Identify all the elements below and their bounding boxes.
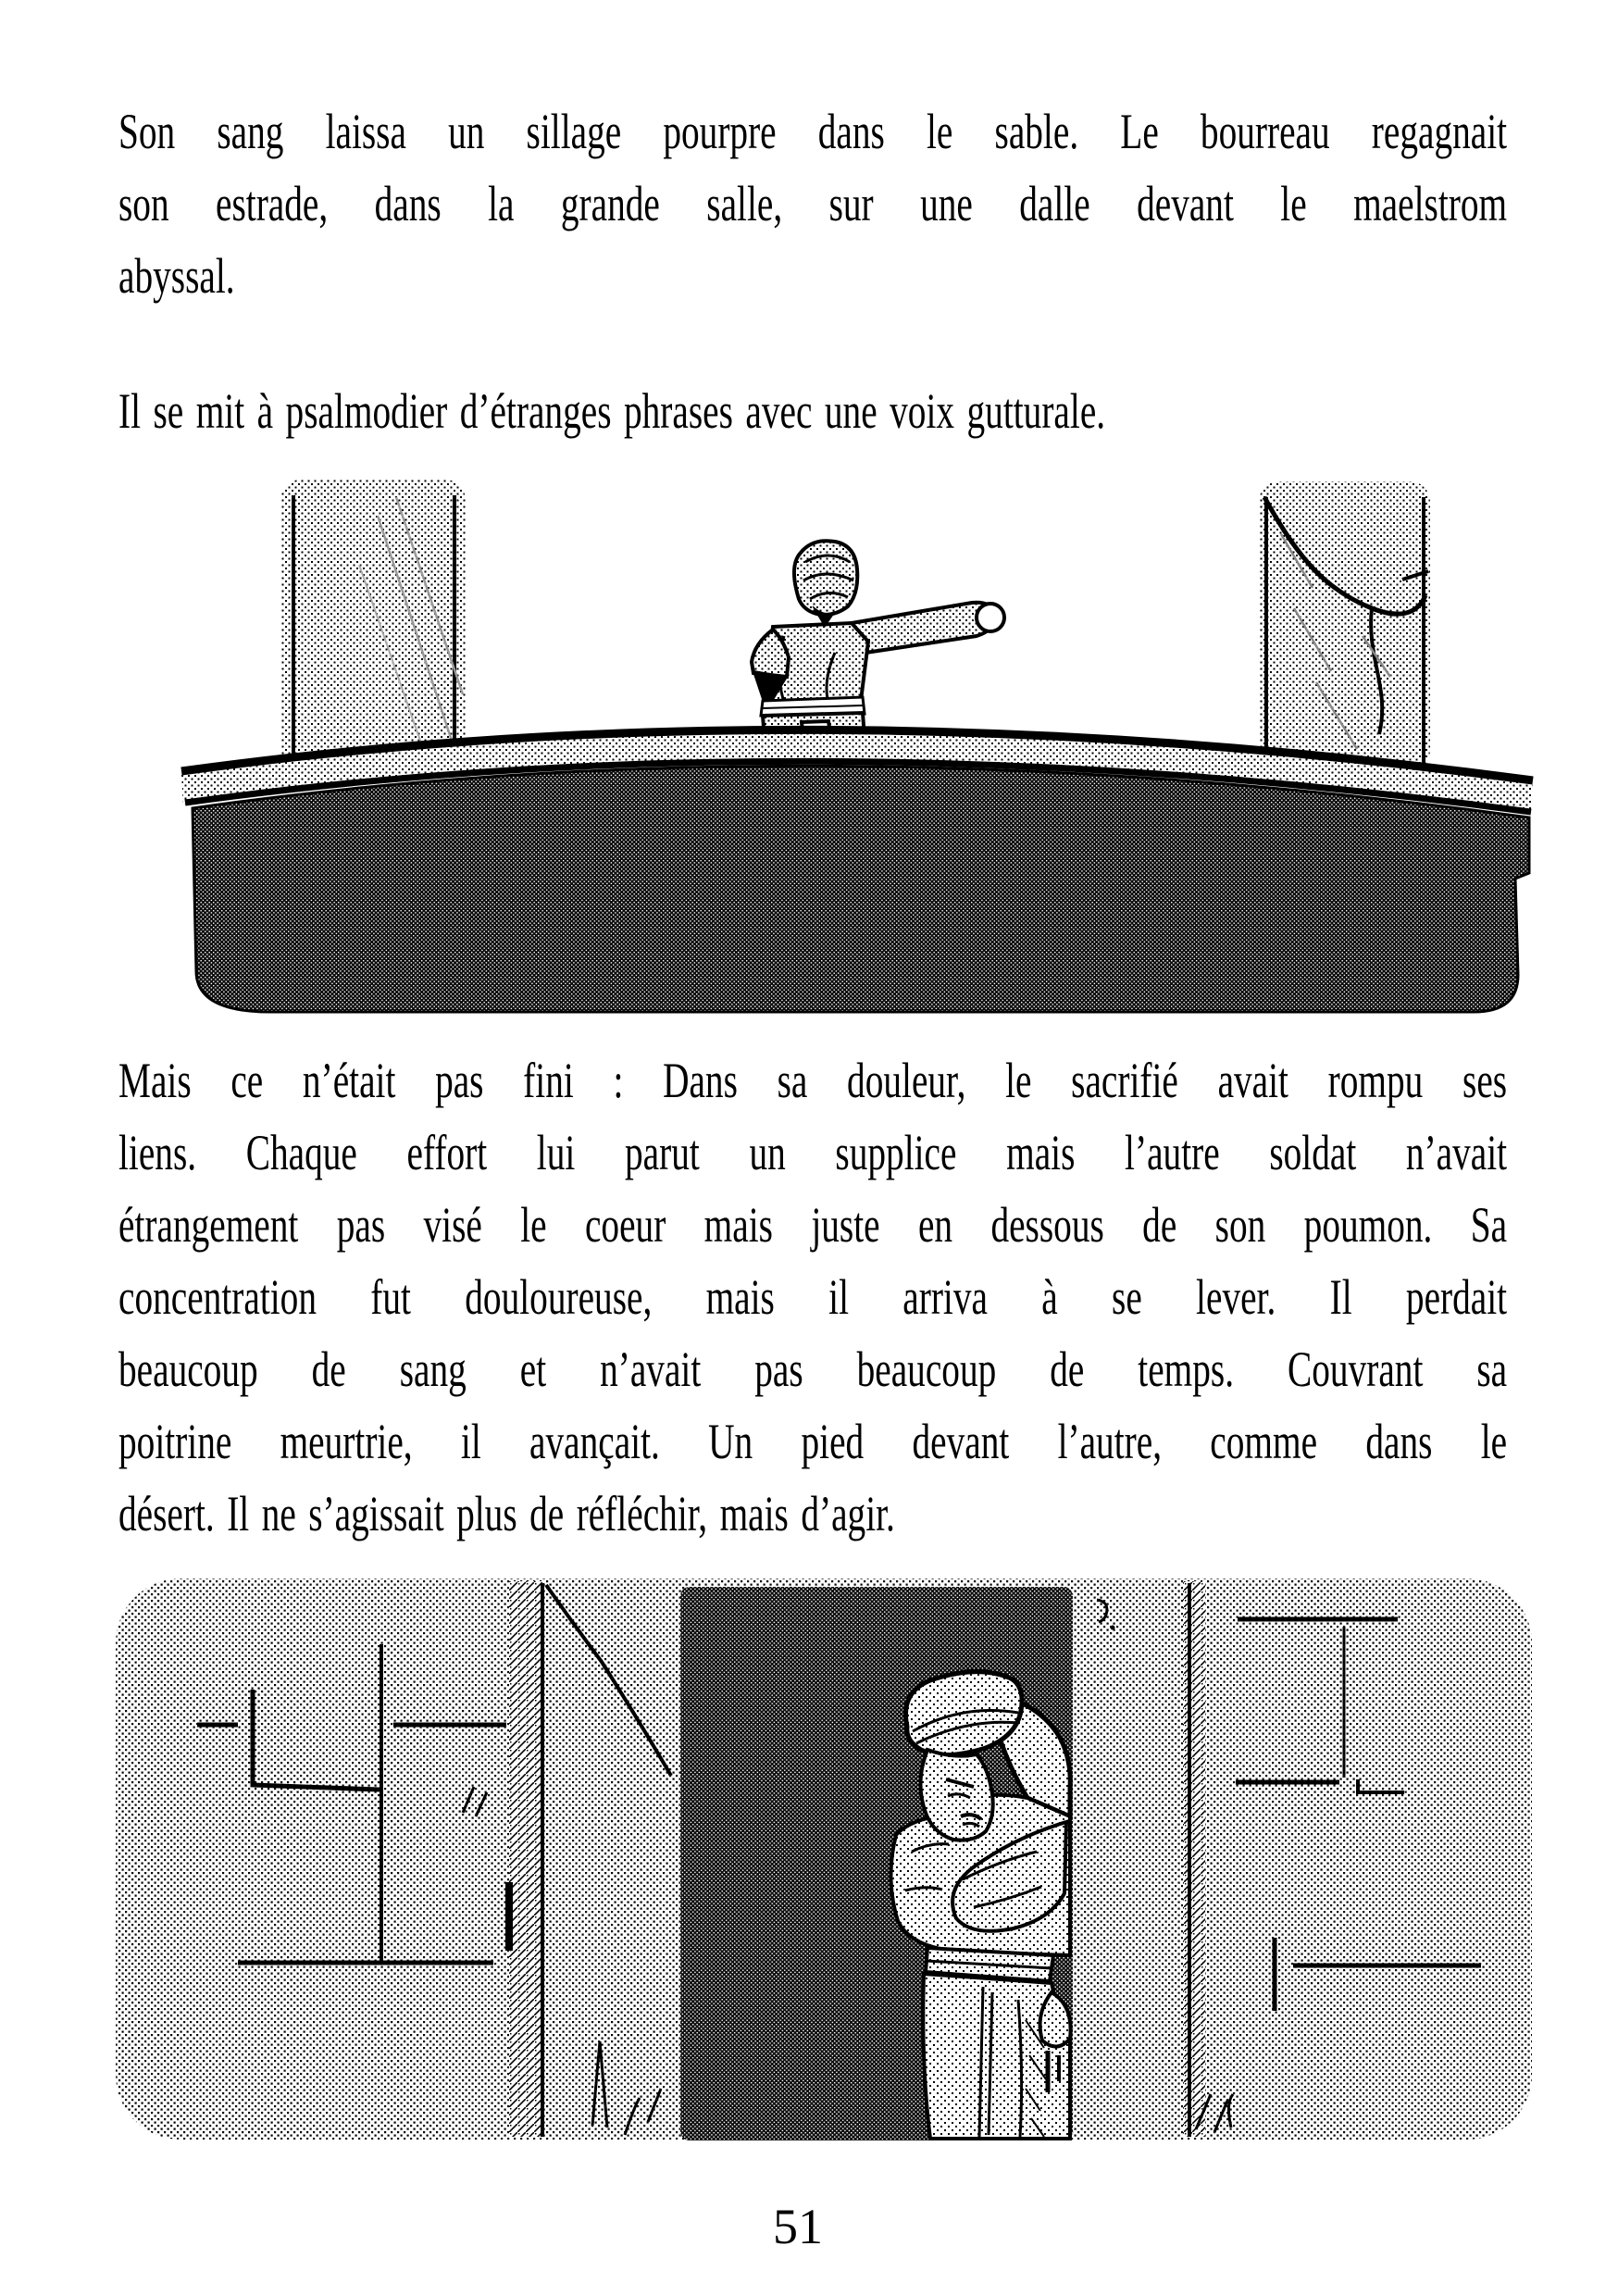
paragraph-1 [118,95,1507,312]
text-line: son estrade, dans la grande salle, sur une dalle devant le maelstrom [118,176,1508,231]
text-line: Mais ce n’était pas fini : Dans sa douleur, le sacrifié avait rompu ses [118,1053,1508,1108]
executioner-figure [752,541,1004,740]
stone-pillar-left [280,480,466,768]
text-line: concentration fut douloureuse, mais il arriva à se lever. Il perdait [118,1269,1508,1325]
stone-pillar-right [1259,481,1430,770]
text-line: liens. Chaque effort lui parut un supplice mais l’autre soldat n’avait [118,1125,1508,1180]
text-line: abyssal. [118,248,235,304]
paragraph-2 [118,375,1507,447]
text-line: étrangement pas visé le coeur mais juste en dessous de son poumon. Sa [118,1197,1508,1253]
illustration-executioner-dais [130,477,1537,1028]
text-line: beaucoup de sang et n’avait pas beaucoup de temps. Couvrant sa [118,1341,1508,1397]
dark-dais [181,730,1533,1012]
page-number: 51 [773,2199,823,2254]
text-line: poitrine meurtrie, il avançait. Un pied devant l’autre, comme dans le [118,1414,1508,1469]
text-line: Il se mit à psalmodier d’étranges phrases avec une voix gutturale. [118,383,1106,439]
text-line: Son sang laissa un sillage pourpre dans le sable. Le bourreau regagnait [118,104,1508,159]
pointing-fist [977,604,1004,631]
text-line: désert. Il ne s’agissait plus de réfléchir, mais d’agir. [118,1486,895,1541]
illustration-man-in-doorway [93,1574,1537,2166]
paragraph-3 [118,1044,1507,1550]
